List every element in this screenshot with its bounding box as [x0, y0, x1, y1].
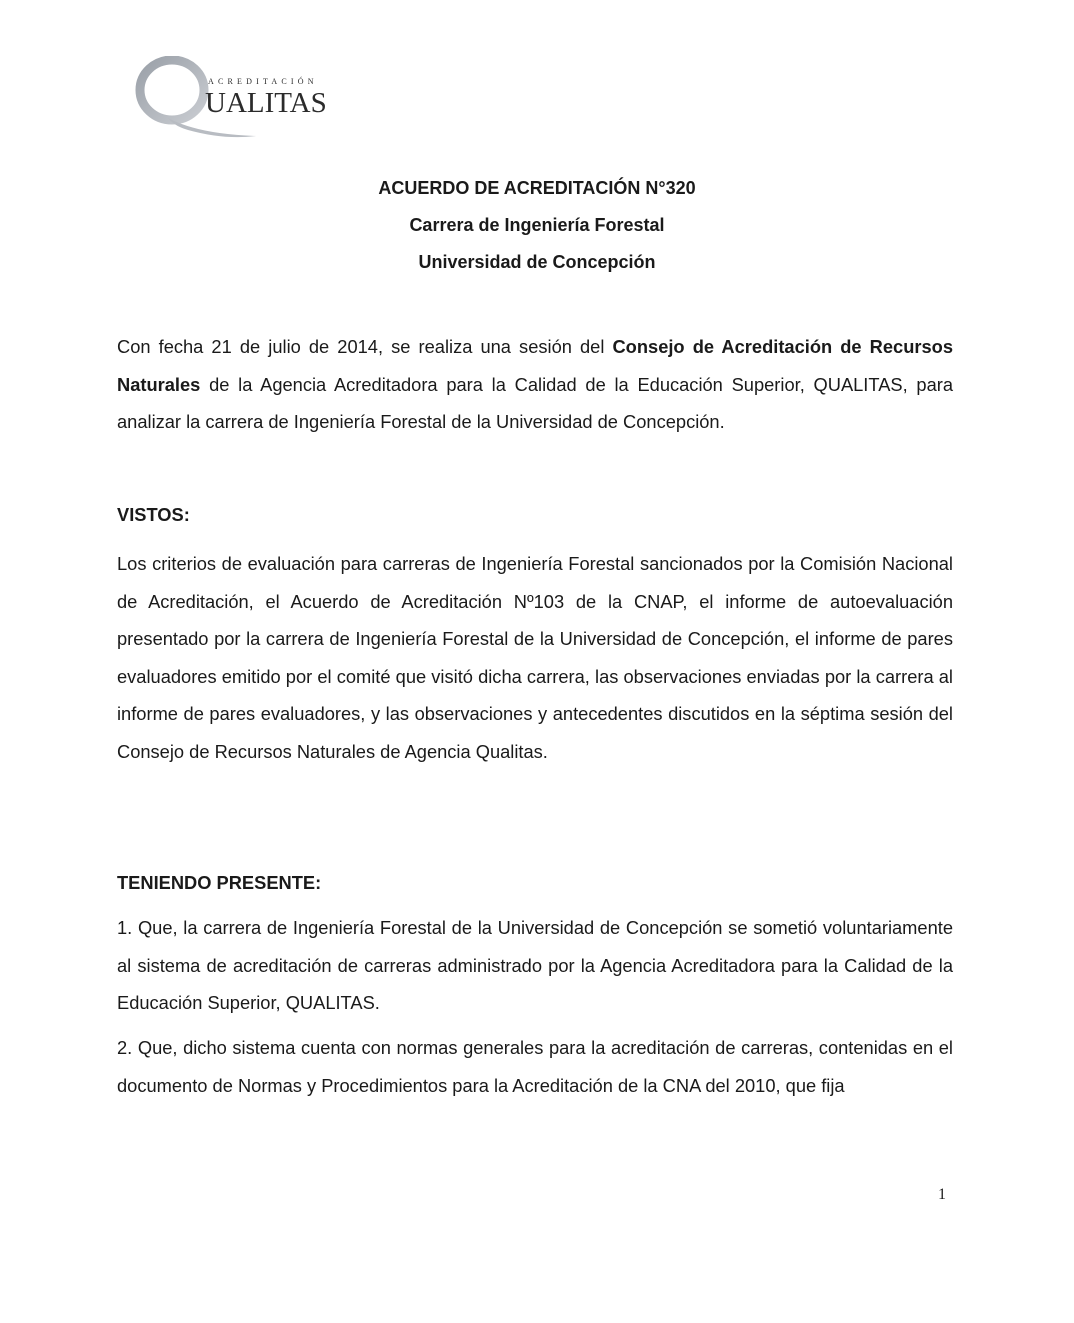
- teniendo-presente-item-1: [117, 909, 953, 1022]
- teniendo-presente-item-2: [117, 1029, 953, 1104]
- vistos-paragraph: [117, 545, 953, 770]
- teniendo-presente-heading: TENIENDO PRESENTE:: [117, 872, 322, 893]
- intro-text-1: Con fecha 21 de julio de 2014, se realiza una sesión del: [117, 336, 613, 357]
- list-item: 2. Que, dicho sistema cuenta con normas generales para la acreditación de carreras, contenidas en el documento de Normas y Procedimientos para la Acreditación de la CNA del 2010, que fija: [117, 1037, 953, 1096]
- title-line-1: ACUERDO DE ACREDITACIÓN N°320: [378, 178, 696, 198]
- intro-paragraph: [117, 328, 953, 441]
- vistos-heading: VISTOS:: [117, 504, 190, 525]
- list-item: 1. Que, la carrera de Ingeniería Forestal de la Universidad de Concepción se sometió voluntariamente al sistema de acreditación de carreras administrado por la Agencia Acreditadora para la Calidad de la Educación Superior, QUALITAS.: [117, 917, 953, 1013]
- vistos-text: Los criterios de evaluación para carreras de Ingeniería Forestal sancionados por la Comisión Nacional de Acreditación, el Acuerdo de Acreditación Nº103 de la CNAP, el informe de autoevaluación presentado por la carrera de Ingeniería Forestal de la Universidad de Concepción, el informe de pares evaluadores emitido por el comité que visitó dicha carrera, las observaciones enviadas por la carrera al informe de pares evaluadores, y las observaciones y antecedentes discutidos en la séptima sesión del Consejo de Recursos Naturales de Agencia Qualitas.: [117, 553, 953, 762]
- title-line-3: Universidad de Concepción: [418, 252, 656, 272]
- logo-small-text: ACREDITACIÓN: [208, 77, 318, 86]
- title-line-2: Carrera de Ingeniería Forestal: [409, 215, 665, 235]
- document-title: [0, 170, 1074, 281]
- page-number: 1: [938, 1186, 946, 1203]
- intro-bold-council: Consejo de Acreditación de Recursos Naturales: [117, 336, 953, 395]
- intro-text-2: de la Agencia Acreditadora para la Calidad de la Educación Superior, QUALITAS, para analizar la carrera de Ingeniería Forestal de la Universidad de Concepción.: [117, 373, 953, 432]
- qualitas-logo: [128, 56, 358, 146]
- logo-big-text: UALITAS: [205, 87, 327, 119]
